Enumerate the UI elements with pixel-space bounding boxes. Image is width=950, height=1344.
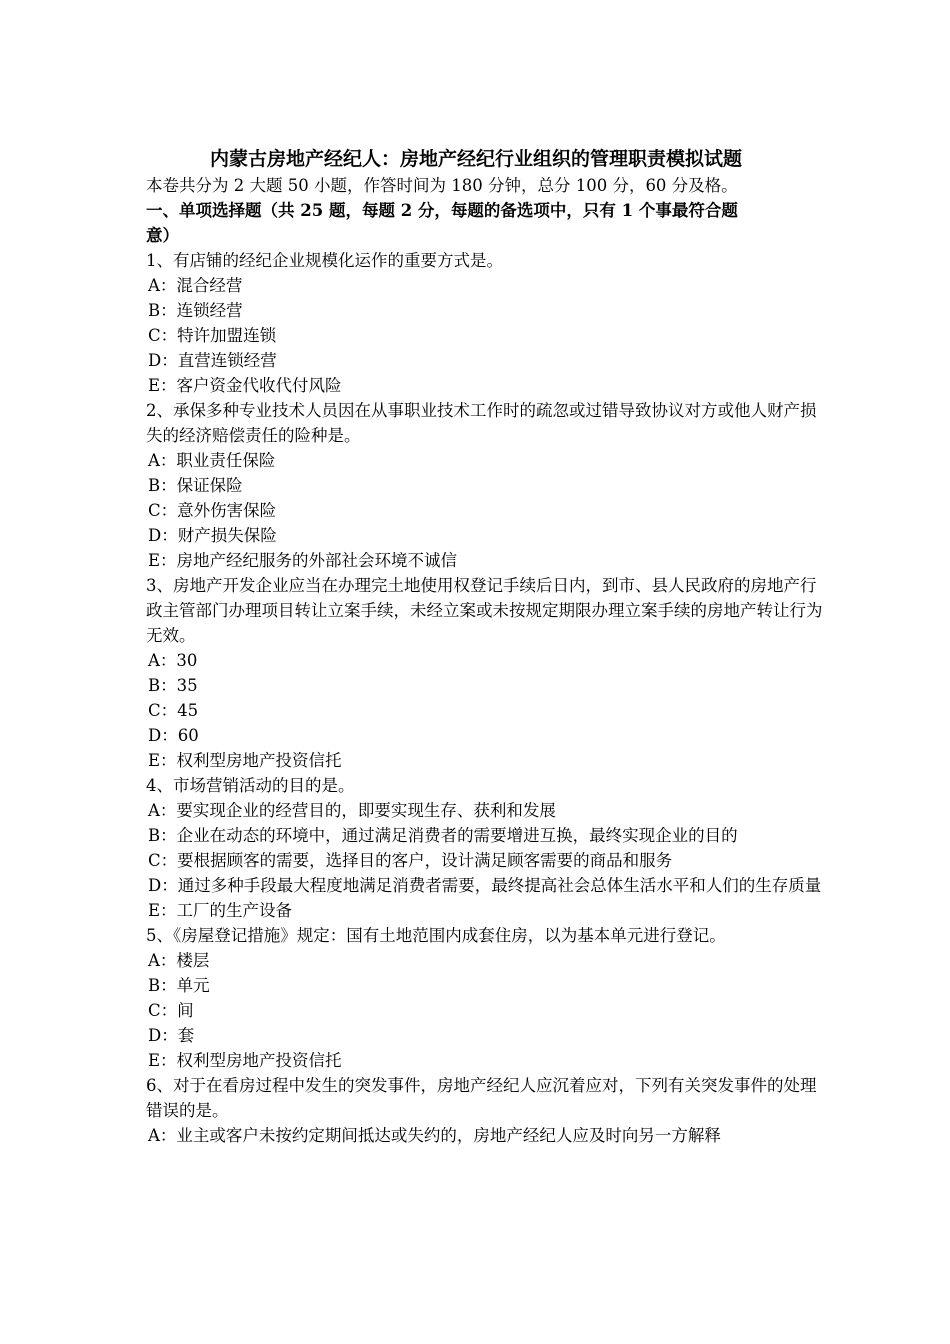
question-5-option-b: B：单元 — [148, 976, 210, 995]
question-1-option-b: B：连锁经营 — [148, 301, 243, 320]
question-6-option-a: A：业主或客户未按约定期间抵达或失约的，房地产经纪人应及时向另一方解释 — [148, 1126, 721, 1145]
question-2-option-c: C：意外伤害保险 — [148, 501, 277, 520]
question-3-option-a: A：30 — [148, 651, 198, 670]
question-5-option-e: E：权利型房地产投资信托 — [148, 1051, 342, 1070]
question-4-stem: 4、市场营销活动的目的是。 — [146, 776, 355, 795]
document-content — [146, 145, 826, 1148]
question-4-option-e: E：工厂的生产设备 — [148, 901, 293, 920]
question-4-option-b: B：企业在动态的环境中，通过满足消费者的需要增进互换，最终实现企业的目的 — [148, 826, 738, 845]
section-heading-line-2: 意） — [146, 226, 179, 245]
question-1-option-e: E：客户资金代收代付风险 — [148, 376, 342, 395]
question-2-option-b: B：保证保险 — [148, 476, 243, 495]
question-3-option-e: E：权利型房地产投资信托 — [148, 751, 342, 770]
question-5-stem: 5、《房屋登记措施》规定：国有土地范围内成套住房，以为基本单元进行登记。 — [146, 926, 726, 945]
question-3-option-c: C：45 — [148, 701, 199, 720]
question-2-option-d: D：财产损失保险 — [148, 526, 277, 545]
question-3-option-b: B：35 — [148, 676, 198, 695]
question-4-option-a: A：要实现企业的经营目的，即要实现生存、获利和发展 — [148, 801, 556, 820]
question-1-option-a: A：混合经营 — [148, 276, 243, 295]
question-1-option-c: C：特许加盟连锁 — [148, 326, 277, 345]
question-2-stem: 2、承保多种专业技术人员因在从事职业技术工作时的疏忽或过错导致协议对方或他人财产损失的经济赔偿责任的险种是。 — [146, 401, 817, 445]
question-2-option-a: A：职业责任保险 — [148, 451, 276, 470]
question-4-option-c: C：要根据顾客的需要，选择目的客户，设计满足顾客需要的商品和服务 — [148, 851, 673, 870]
question-1-stem: 1、有店铺的经纪企业规模化运作的重要方式是。 — [146, 251, 503, 270]
question-5-option-d: D：套 — [148, 1026, 195, 1045]
question-2-option-e: E：房地产经纪服务的外部社会环境不诚信 — [148, 551, 458, 570]
question-5-option-a: A：楼层 — [148, 951, 210, 970]
section-heading-line-1: 一、单项选择题（共 25 题，每题 2 分，每题的备选项中，只有 1 个事最符合题 — [146, 201, 738, 220]
question-4-option-d: D：通过多种手段最大程度地满足消费者需要，最终提高社会总体生活水平和人们的生存质量 — [148, 876, 822, 895]
section-heading — [146, 198, 826, 248]
question-1-option-d: D：直营连锁经营 — [148, 351, 277, 370]
question-3-stem: 3、房地产开发企业应当在办理完土地使用权登记手续后日内，到市、县人民政府的房地产行政主管部门办理项目转让立案手续，未经立案或未按规定期限办理立案手续的房地产转让行为无效。 — [146, 576, 823, 645]
question-3-option-d: D：60 — [148, 726, 199, 745]
question-6-stem: 6、对于在看房过程中发生的突发事件，房地产经纪人应沉着应对，下列有关突发事件的处理错误的是。 — [146, 1076, 817, 1120]
exam-summary: 本卷共分为 2 大题 50 小题，作答时间为 180 分钟，总分 100 分，60 分及格。 — [146, 176, 738, 195]
document-title: 内蒙古房地产经纪人：房地产经纪行业组织的管理职责模拟试题 — [209, 148, 742, 170]
question-5-option-c: C：间 — [148, 1001, 194, 1020]
